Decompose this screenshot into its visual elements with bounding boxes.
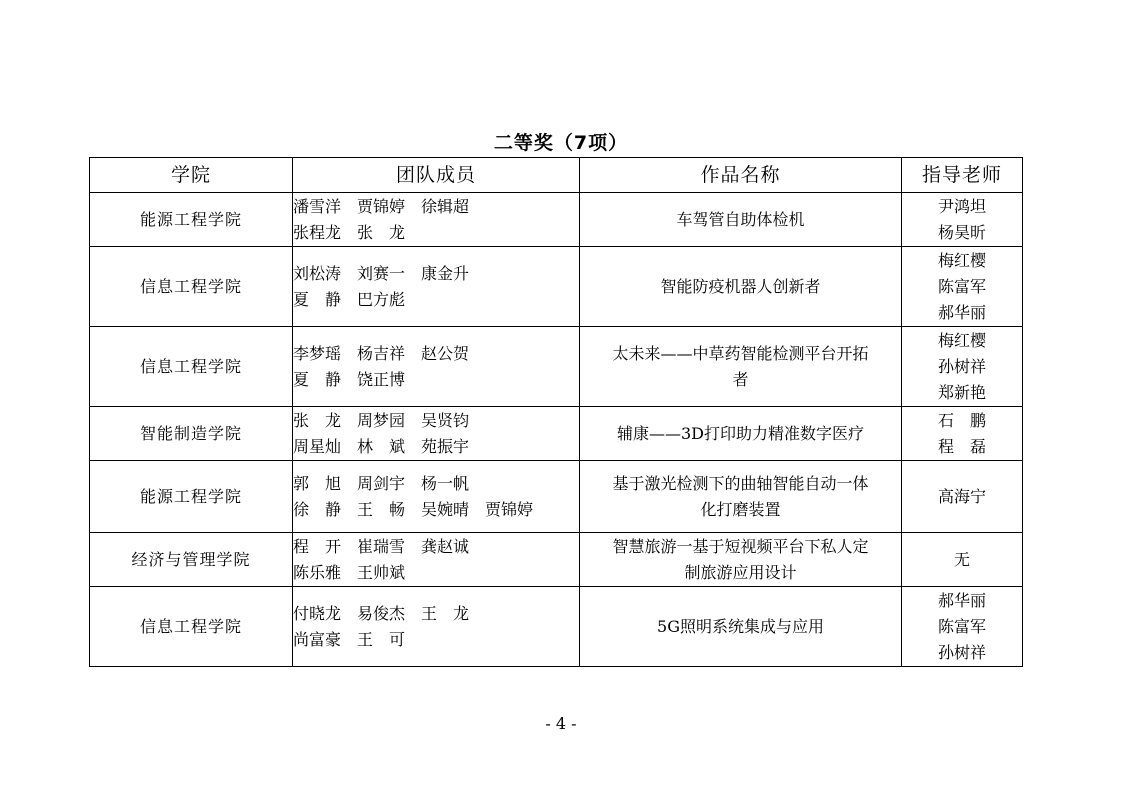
header-work: 作品名称 bbox=[580, 158, 902, 193]
advisor-name: 陈富军 bbox=[937, 616, 986, 636]
advisor-name: 郑新艳 bbox=[937, 382, 986, 402]
table-row bbox=[90, 327, 1023, 407]
work-title-cell bbox=[580, 587, 902, 667]
work-title-line: 制旅游应用设计 bbox=[684, 562, 797, 582]
member-line: 付晓龙 易俊杰 王 龙 bbox=[293, 603, 470, 623]
members-cell bbox=[293, 193, 580, 247]
advisors-cell bbox=[902, 533, 1023, 587]
members-cell bbox=[293, 247, 580, 327]
advisor-name: 石 鹏 bbox=[937, 410, 986, 430]
header-advisors: 指导老师 bbox=[902, 158, 1023, 193]
members-cell bbox=[293, 327, 580, 407]
table-row bbox=[90, 587, 1023, 667]
member-line: 夏 静 巴方彪 bbox=[293, 289, 406, 309]
college-cell: 能源工程学院 bbox=[90, 193, 293, 247]
member-line: 程 开 崔瑞雪 龚赵诚 bbox=[293, 536, 470, 556]
advisor-name: 陈富军 bbox=[937, 276, 986, 296]
college-cell: 经济与管理学院 bbox=[90, 533, 293, 587]
members-cell bbox=[293, 461, 580, 533]
awards-table bbox=[89, 157, 1023, 667]
advisor-name: 高海宁 bbox=[937, 486, 986, 506]
work-title-cell bbox=[580, 461, 902, 533]
work-title-line: 基于激光检测下的曲轴智能自动一体 bbox=[612, 473, 869, 493]
member-line: 徐 静 王 畅 吴婉晴 贾锦婷 bbox=[293, 499, 534, 519]
table-header-row bbox=[90, 158, 1023, 193]
work-title-cell bbox=[580, 193, 902, 247]
advisors-cell bbox=[902, 193, 1023, 247]
table-row bbox=[90, 247, 1023, 327]
work-title-line: 者 bbox=[732, 369, 749, 389]
advisor-name: 杨昊昕 bbox=[937, 222, 986, 242]
college-cell: 信息工程学院 bbox=[90, 247, 293, 327]
college-cell: 智能制造学院 bbox=[90, 407, 293, 461]
advisor-name: 梅红樱 bbox=[937, 250, 986, 270]
work-title-line: 智慧旅游一基于短视频平台下私人定 bbox=[612, 536, 869, 556]
advisor-name: 郝华丽 bbox=[937, 302, 986, 322]
member-line: 陈乐雅 王帅斌 bbox=[293, 562, 406, 582]
member-line: 潘雪洋 贾锦婷 徐辑超 bbox=[293, 196, 470, 216]
header-members: 团队成员 bbox=[293, 158, 580, 193]
work-title-cell bbox=[580, 533, 902, 587]
advisor-name: 郝华丽 bbox=[937, 590, 986, 610]
work-title-cell bbox=[580, 407, 902, 461]
member-line: 刘松涛 刘赛一 康金升 bbox=[293, 263, 470, 283]
table-row bbox=[90, 461, 1023, 533]
advisor-name: 孙树祥 bbox=[937, 642, 986, 662]
advisor-name: 无 bbox=[953, 549, 970, 569]
college-cell: 能源工程学院 bbox=[90, 461, 293, 533]
table-row bbox=[90, 407, 1023, 461]
members-cell bbox=[293, 587, 580, 667]
advisors-cell bbox=[902, 587, 1023, 667]
work-title-cell bbox=[580, 247, 902, 327]
member-line: 尚富豪 王 可 bbox=[293, 629, 406, 649]
members-cell bbox=[293, 533, 580, 587]
member-line: 周星灿 林 斌 苑振宇 bbox=[293, 436, 470, 456]
member-line: 张 龙 周梦园 吴贤钧 bbox=[293, 410, 470, 430]
header-college: 学院 bbox=[90, 158, 293, 193]
advisors-cell bbox=[902, 461, 1023, 533]
member-line: 郭 旭 周剑宇 杨一帆 bbox=[293, 473, 470, 493]
table-row bbox=[90, 193, 1023, 247]
member-line: 夏 静 饶正博 bbox=[293, 369, 406, 389]
page-number: - 4 - bbox=[545, 714, 577, 733]
work-title-line: 车驾管自助体检机 bbox=[676, 209, 805, 229]
member-line: 李梦瑶 杨吉祥 赵公贺 bbox=[293, 343, 470, 363]
advisor-name: 梅红樱 bbox=[937, 330, 986, 350]
advisor-name: 程 磊 bbox=[937, 436, 986, 456]
college-cell: 信息工程学院 bbox=[90, 327, 293, 407]
advisor-name: 孙树祥 bbox=[937, 356, 986, 376]
advisors-cell bbox=[902, 407, 1023, 461]
work-title-line: 辅康——3D打印助力精准数字医疗 bbox=[616, 423, 864, 443]
advisor-name: 尹鸿坦 bbox=[937, 196, 986, 216]
advisors-cell bbox=[902, 327, 1023, 407]
member-line: 张程龙 张 龙 bbox=[293, 222, 406, 242]
page-title: 二等奖（7项） bbox=[493, 132, 629, 154]
table-row bbox=[90, 533, 1023, 587]
work-title-line: 5G照明系统集成与应用 bbox=[657, 616, 824, 636]
college-cell: 信息工程学院 bbox=[90, 587, 293, 667]
work-title-cell bbox=[580, 327, 902, 407]
work-title-line: 太未来——中草药智能检测平台开拓 bbox=[612, 343, 869, 363]
advisors-cell bbox=[902, 247, 1023, 327]
work-title-line: 智能防疫机器人创新者 bbox=[660, 276, 821, 296]
work-title-line: 化打磨装置 bbox=[700, 499, 781, 519]
members-cell bbox=[293, 407, 580, 461]
